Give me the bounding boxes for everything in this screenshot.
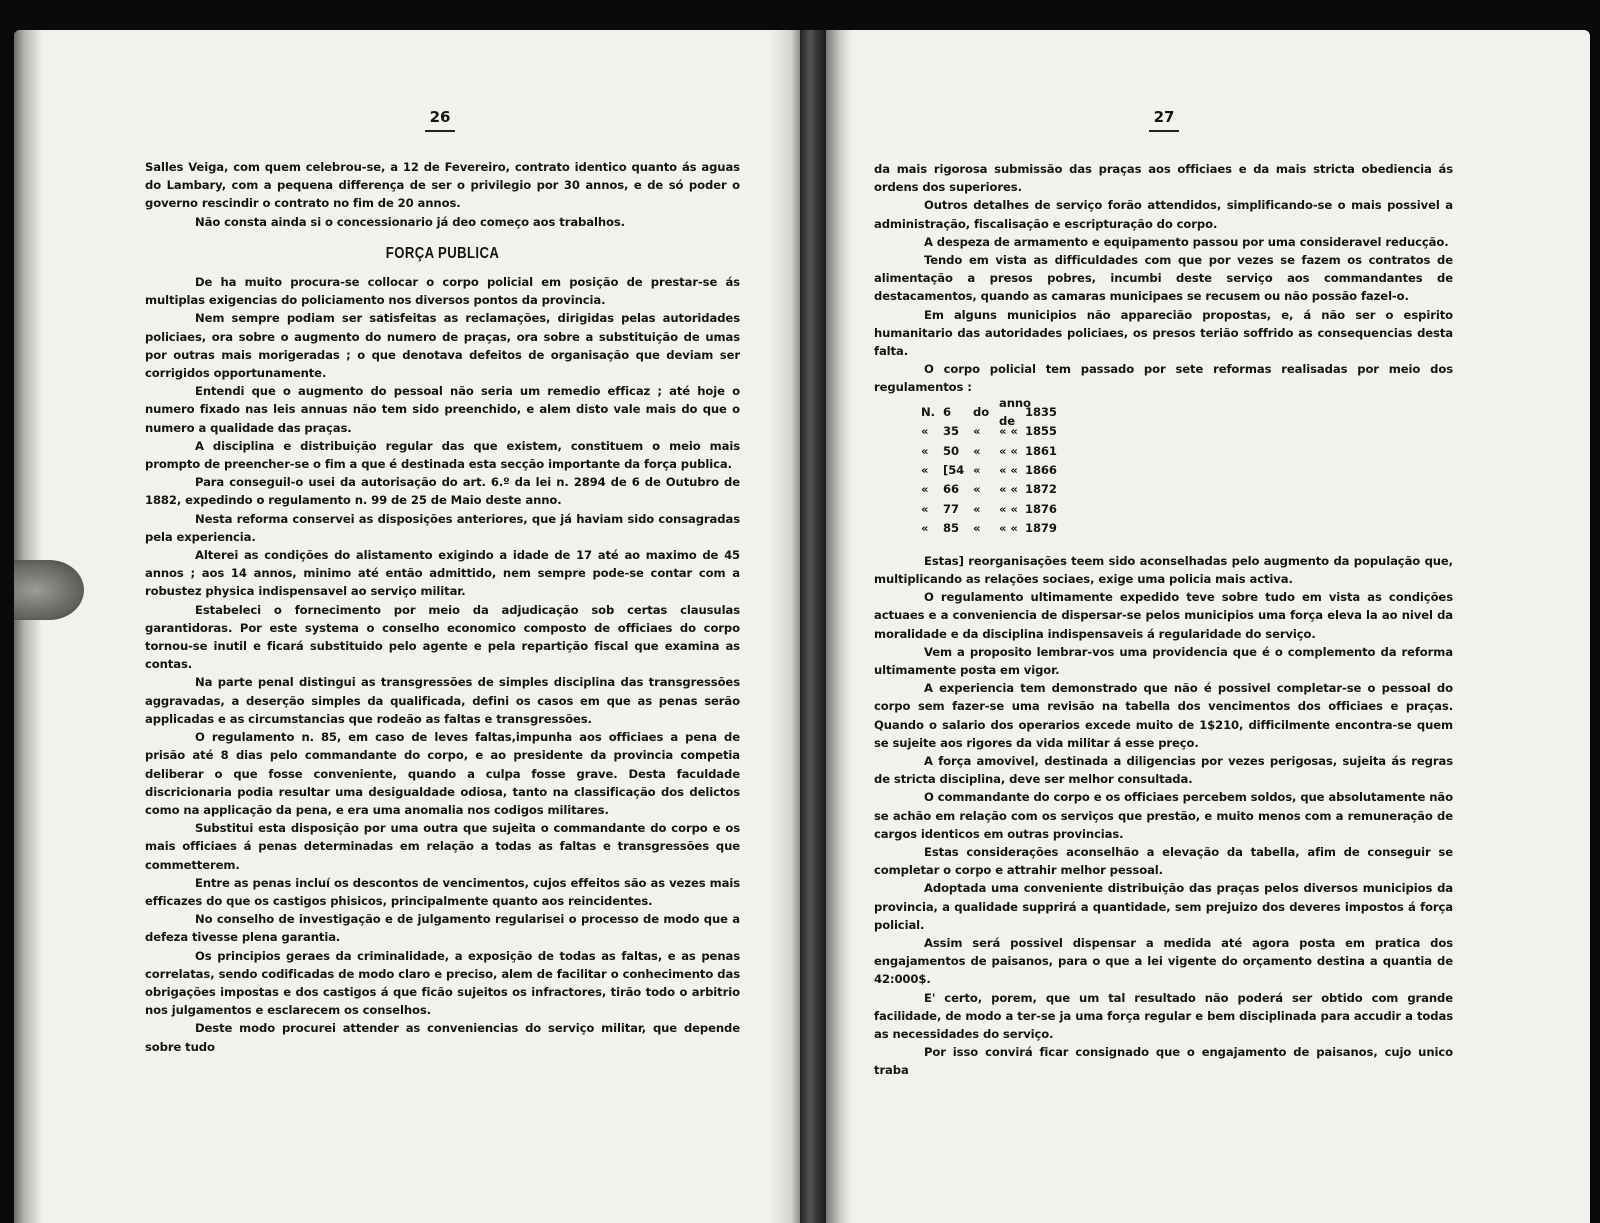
regulation-w2: « « (999, 443, 1018, 458)
regulation-w1: « (973, 443, 981, 458)
regulation-number: 66 (943, 482, 959, 497)
regulation-prefix: « (921, 424, 929, 439)
paragraph: Não consta ainda si o concessionario já deo começo aos trabalhos. (195, 214, 625, 229)
regulation-row (921, 461, 1131, 480)
regulation-number: 50 (943, 443, 959, 458)
regulation-year: 1879 (1025, 520, 1057, 535)
page-number-right (1144, 108, 1184, 132)
regulation-row (921, 499, 1131, 518)
paragraph: No conselho de investigação e de julgamento regularisei o processo de modo que a defeza tivesse plena garantia. (145, 912, 740, 945)
regulation-w1: « (973, 482, 981, 497)
regulation-row (921, 396, 1131, 429)
regulation-year: 1861 (1025, 443, 1057, 458)
regulation-w1: « (973, 463, 981, 478)
regulation-w1: « (973, 520, 981, 535)
book-gutter (800, 30, 826, 1223)
folio-text: 27 (1153, 108, 1175, 126)
regulation-row (921, 480, 1131, 499)
paragraph: Por isso convirá ficar consignado que o engajamento de paisanos, cujo unico traba (874, 1045, 1453, 1078)
regulation-prefix: « (921, 520, 929, 535)
regulation-w1: « (973, 424, 981, 439)
folio-rule (1149, 130, 1179, 132)
regulation-prefix: « (921, 463, 929, 478)
paragraph: Tendo em vista as difficuldades com que por vezes se fazem os contratos de alimentação a presos pobres, incumbi deste serviço aos commandantes de destacamentos, quando as camaras municipaes se recusem ou não possão fazel-o. (874, 253, 1453, 304)
regulation-prefix: N. (921, 405, 935, 420)
regulation-number: 77 (943, 501, 959, 516)
regulation-prefix: « (921, 482, 929, 497)
right-page (826, 30, 1590, 1223)
paragraph: O regulamento ultimamente expedido teve sobre tudo em vista as condições actuaes e a conveniencia de dispersar-se pelos municipios uma força eleva la ao nivel da moralidade e da disciplina indispensaveis á regularidade do serviço. (874, 590, 1453, 641)
paragraph: Alterei as condições do alistamento exigindo a idade de 17 até ao maximo de 45 annos ; aos 14 annos, minimo até então admittido, nem sempre pode-se contar com a robustez physica indispensavel ao serviço militar. (145, 548, 740, 599)
regulation-w2: « « (999, 482, 1018, 497)
paragraph: O regulamento n. 85, em caso de leves faltas,impunha aos officiaes a pena de prisão até 8 dias pelo commandante do corpo, e ao presidente da provincia competia deliberar o que fosse conveniente, quando a culpa fosse grave. Desta faculdade discricionaria podia resultar uma desigualdade odiosa, tanto na classificação dos delictos como na applicação da pena, e era uma anomalia nos codigos militares. (145, 730, 740, 817)
regulation-row (921, 518, 1131, 537)
paragraph: Substitui esta disposição por uma outra que sujeita o commandante do corpo e os mais officiaes á penas determinadas em relação a todas as faltas e transgressões que commetterem. (145, 821, 740, 872)
paragraph: A disciplina e distribuição regular das que existem, constituem o meio mais prompto de preencher-se o fim a que é destinada esta secção importante da força publica. (145, 438, 740, 472)
regulation-w2: anno de (999, 396, 1031, 429)
regulation-w2: « « (999, 463, 1018, 478)
regulation-w1: « (973, 501, 981, 516)
regulation-number: 35 (943, 424, 959, 439)
regulation-w1: do (973, 405, 990, 420)
paragraph: Salles Veiga, com quem celebrou-se, a 12 de Fevereiro, contrato identico quanto ás aguas do Lambary, com a pequena differença de ser o privilegio por 30 annos, e de só poder o governo rescindir o contrato no fim de 20 annos. (145, 160, 740, 211)
regulation-year: 1835 (1025, 405, 1057, 420)
paragraph-list (874, 160, 1453, 397)
left-page-text (145, 158, 740, 1056)
regulation-w2: « « (999, 424, 1018, 439)
paragraph: Vem a proposito lembrar-vos uma providencia que é o complemento da reforma ultimamente posta em vigor. (874, 644, 1453, 677)
regulation-row (921, 422, 1131, 441)
page-tab-mark (14, 560, 84, 620)
regulation-w2: « « (999, 520, 1018, 535)
regulations-list (921, 396, 1131, 538)
paragraph: Entre as penas incluí os descontos de vencimentos, cujos effeitos são as vezes mais efficazes do que os castigos phisicos, principalmente quanto aos reincidentes. (145, 875, 740, 908)
paragraph: Estas] reorganisações teem sido aconselhadas pelo augmento da população que, multiplicando as relações sociaes, exige uma policia mais activa. (874, 553, 1453, 586)
paragraph: Estabeleci o fornecimento por meio da adjudicação sob certas clausulas garantidoras. Por este systema o conselho economico composto de officiaes do corpo tornou-se inutil e ficará substituido pelo agente e pela repartição fiscal que examina as contas. (145, 602, 740, 672)
paragraph: Para conseguil-o usei da autorisação do art. 6.º da lei n. 2894 de 6 de Outubro de 1882, expedindo o regulamento n. 99 de 25 de Maio deste anno. (145, 475, 740, 508)
paragraph: Em alguns municipios não apparecião propostas, e, á não ser o espirito humanitario das autoridades policiaes, os presos terião soffrido as consequencias desta falta. (874, 307, 1453, 359)
paragraph: Outros detalhes de serviço forão attendidos, simplificando-se o mais possivel a administração, fiscalisação e escripturação do corpo. (874, 198, 1453, 231)
regulation-year: 1855 (1025, 424, 1057, 439)
right-page-text (874, 160, 1453, 1080)
regulation-prefix: « (921, 443, 929, 458)
paragraph: A força amovivel, destinada a diligencias por vezes perigosas, sujeita ás regras de stricta disciplina, deve ser melhor consultada. (874, 753, 1453, 787)
paragraph: Assim será possivel dispensar a medida até agora posta em pratica dos engajamentos de paisanos, para o que a lei vigente do orçamento destina a quantia de 42:000$. (874, 935, 1453, 987)
paragraph: O corpo policial tem passado por sete reformas realisadas por meio dos regulamentos : (874, 362, 1453, 395)
paragraph: Entendi que o augmento do pessoal não seria um remedio efficaz ; até hoje o numero fixado nas leis annuas não tem sido preenchido, e alem disto vale mais do que o numero a qualidade das praças. (145, 384, 740, 435)
paragraph: Nesta reforma conservei as disposições anteriores, que já haviam sido consagradas pela experiencia. (145, 511, 740, 544)
paragraph: E' certo, porem, que um tal resultado não poderá ser obtido com grande facilidade, de modo a ter-se ja uma força regular e bem disciplinada para accudir a todas as necessidades do serviço. (874, 990, 1453, 1041)
folio-rule (425, 130, 455, 132)
page-number-left (420, 108, 460, 132)
paragraph: Deste modo procurei attender as conveniencias do serviço militar, que depende sobre tudo (145, 1021, 740, 1054)
paragraph-list (145, 273, 740, 1056)
paragraph: Os principios geraes da criminalidade, a exposição de todas as faltas, e as penas correlatas, sendo codificadas de modo claro e preciso, alem de facilitar o conhecimento das obrigações impostas e dos castigos á que ficão sujeitos os infractores, tirão todo o arbitrio nos julgamentos e esclarecem os conselhos. (145, 948, 740, 1018)
left-page (14, 30, 800, 1223)
paragraph: da mais rigorosa submissão das praças aos officiaes e da mais stricta obediencia ás ordens dos superiores. (874, 162, 1453, 195)
paragraph: Adoptada uma conveniente distribuição das praças pelos diversos municipios da provincia, a qualidade supprirá a quantidade, sem prejuizo dos deveres impostos á força policial. (874, 881, 1453, 932)
paragraph: A despeza de armamento e equipamento passou por uma consideravel reducção. (924, 234, 1449, 249)
paragraph: Na parte penal distingui as transgressões de simples disciplina das transgressões aggravadas, a deserção simples da qualificada, defini os casos em que as penas serão applicadas e as circumstancias que rodeão as faltas e transgressões. (145, 675, 740, 726)
paragraph: De ha muito procura-se collocar o corpo policial em posição de prestar-se ás multiplas exigencias do policiamento nos diversos pontos da provincia. (145, 275, 740, 308)
regulation-number: 6 (943, 405, 951, 420)
paragraph-list (874, 552, 1453, 1080)
paragraph: A experiencia tem demonstrado que não é possivel completar-se o pessoal do corpo sem fazer-se uma revisão na tabella dos vencimentos dos officiaes e praças. Quando o salario dos operarios excede muito de 1$210, difficilmente encontra-se quem se sujeite aos rigores da vida militar á esse preço. (874, 681, 1453, 750)
paragraph: Estas considerações aconselhão a elevação da tabella, afim de conseguir se completar o corpo e attrahir melhor pessoal. (874, 844, 1453, 878)
regulation-year: 1872 (1025, 482, 1057, 497)
paragraph: O commandante do corpo e os officiaes percebem soldos, que absolutamente não se achão em relação com os serviços que prestão, e muito menos com a remuneração de cargos identicos em outras provincias. (874, 790, 1453, 841)
section-heading: FORÇA PUBLICA (385, 244, 500, 262)
regulation-w2: « « (999, 501, 1018, 516)
regulation-year: 1866 (1025, 463, 1057, 478)
regulation-prefix: « (921, 501, 929, 516)
regulation-row (921, 441, 1131, 460)
folio-text: 26 (429, 108, 451, 126)
paragraph: Nem sempre podiam ser satisfeitas as reclamações, dirigidas pelas autoridades policiaes, ora sobre o augmento do numero de praças, ora sobre a substituição de umas por outras mais morigeradas ; o que denotava defeitos de organisação que deviam ser corrigidos opportunamente. (145, 311, 740, 381)
regulation-number: 85 (943, 520, 959, 535)
regulation-year: 1876 (1025, 501, 1057, 516)
regulation-number: [54 (943, 463, 965, 478)
